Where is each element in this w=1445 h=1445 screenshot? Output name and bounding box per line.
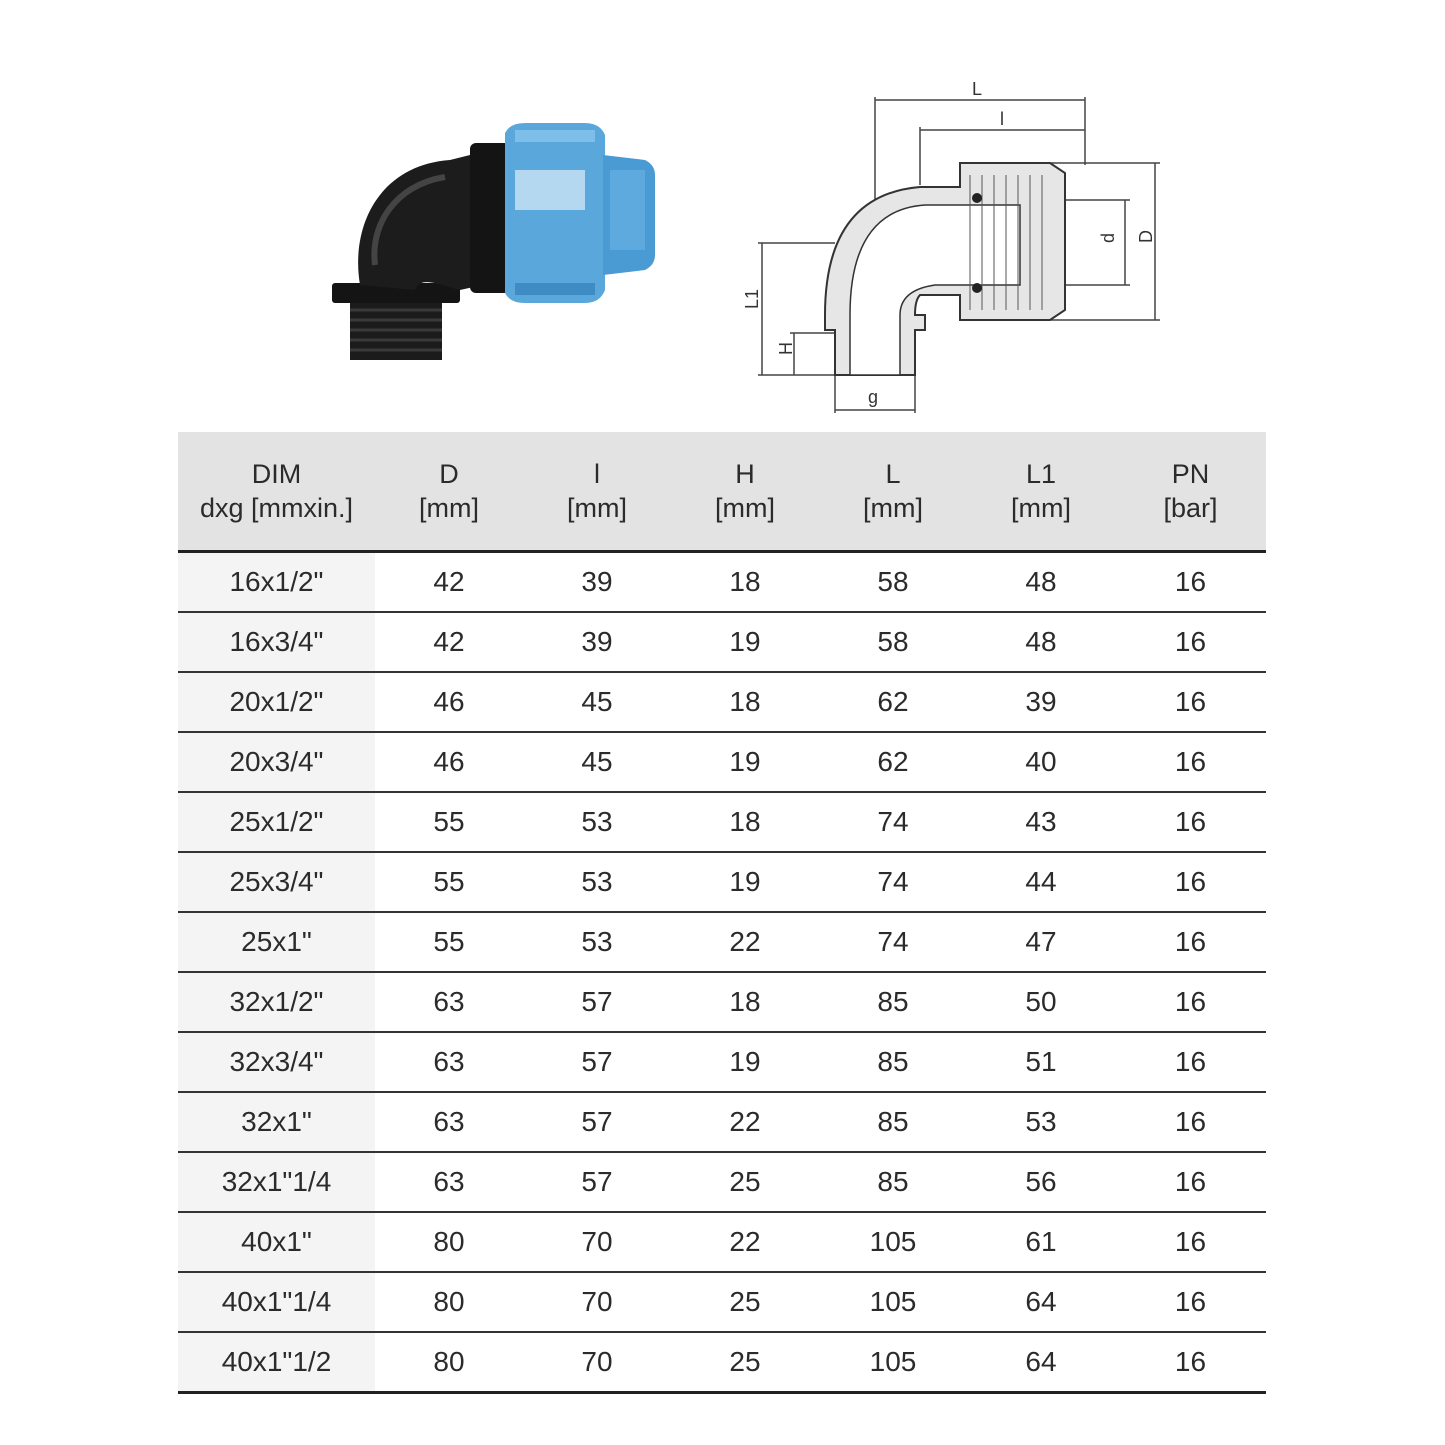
value-cell: 45 — [523, 732, 671, 792]
dim-cell: 32x1/2" — [178, 972, 375, 1032]
value-cell: 85 — [819, 1032, 967, 1092]
dim-cell: 20x1/2" — [178, 672, 375, 732]
table-header-row — [178, 432, 1266, 552]
value-cell: 16 — [1115, 1152, 1266, 1212]
value-cell: 70 — [523, 1212, 671, 1272]
value-cell: 53 — [523, 792, 671, 852]
dim-cell: 25x3/4" — [178, 852, 375, 912]
value-cell: 16 — [1115, 972, 1266, 1032]
column-header: L1 [mm] — [967, 432, 1115, 552]
value-cell: 18 — [671, 972, 819, 1032]
dim-cell: 40x1" — [178, 1212, 375, 1272]
value-cell: 48 — [967, 612, 1115, 672]
column-header: L [mm] — [819, 432, 967, 552]
column-header: l [mm] — [523, 432, 671, 552]
value-cell: 58 — [819, 552, 967, 613]
column-header: D [mm] — [375, 432, 523, 552]
value-cell: 16 — [1115, 672, 1266, 732]
value-cell: 62 — [819, 732, 967, 792]
value-cell: 39 — [967, 672, 1115, 732]
label-g: g — [868, 387, 879, 407]
table-row — [178, 792, 1266, 852]
value-cell: 43 — [967, 792, 1115, 852]
value-cell: 80 — [375, 1332, 523, 1393]
value-cell: 19 — [671, 852, 819, 912]
spec-table — [178, 432, 1266, 1394]
value-cell: 80 — [375, 1272, 523, 1332]
value-cell: 16 — [1115, 1332, 1266, 1393]
value-cell: 47 — [967, 912, 1115, 972]
value-cell: 16 — [1115, 612, 1266, 672]
value-cell: 25 — [671, 1272, 819, 1332]
value-cell: 62 — [819, 672, 967, 732]
value-cell: 42 — [375, 552, 523, 613]
value-cell: 16 — [1115, 1092, 1266, 1152]
product-photo — [320, 115, 670, 370]
value-cell: 80 — [375, 1212, 523, 1272]
value-cell: 44 — [967, 852, 1115, 912]
value-cell: 63 — [375, 972, 523, 1032]
label-H: H — [776, 342, 796, 355]
value-cell: 57 — [523, 1032, 671, 1092]
value-cell: 46 — [375, 732, 523, 792]
technical-drawing — [720, 75, 1180, 425]
table-row — [178, 1092, 1266, 1152]
table-row — [178, 672, 1266, 732]
dim-cell: 40x1"1/2 — [178, 1332, 375, 1393]
value-cell: 53 — [523, 852, 671, 912]
value-cell: 85 — [819, 1092, 967, 1152]
table-row — [178, 972, 1266, 1032]
value-cell: 16 — [1115, 1032, 1266, 1092]
value-cell: 53 — [967, 1092, 1115, 1152]
table-row — [178, 1332, 1266, 1393]
value-cell: 55 — [375, 912, 523, 972]
value-cell: 25 — [671, 1152, 819, 1212]
value-cell: 25 — [671, 1332, 819, 1393]
dim-cell: 25x1/2" — [178, 792, 375, 852]
value-cell: 22 — [671, 912, 819, 972]
value-cell: 19 — [671, 1032, 819, 1092]
value-cell: 39 — [523, 612, 671, 672]
value-cell: 51 — [967, 1032, 1115, 1092]
value-cell: 57 — [523, 1092, 671, 1152]
table-row — [178, 912, 1266, 972]
dim-cell: 40x1"1/4 — [178, 1272, 375, 1332]
value-cell: 55 — [375, 792, 523, 852]
table-row — [178, 1032, 1266, 1092]
table-row — [178, 1212, 1266, 1272]
value-cell: 22 — [671, 1212, 819, 1272]
value-cell: 18 — [671, 792, 819, 852]
label-d: d — [1098, 232, 1118, 243]
value-cell: 70 — [523, 1272, 671, 1332]
value-cell: 42 — [375, 612, 523, 672]
value-cell: 63 — [375, 1092, 523, 1152]
value-cell: 64 — [967, 1272, 1115, 1332]
table-body — [178, 552, 1266, 1393]
value-cell: 53 — [523, 912, 671, 972]
value-cell: 74 — [819, 852, 967, 912]
value-cell: 74 — [819, 792, 967, 852]
value-cell: 18 — [671, 672, 819, 732]
value-cell: 85 — [819, 1152, 967, 1212]
value-cell: 57 — [523, 972, 671, 1032]
value-cell: 48 — [967, 552, 1115, 613]
table-row — [178, 1152, 1266, 1212]
value-cell: 64 — [967, 1332, 1115, 1393]
dim-cell: 20x3/4" — [178, 732, 375, 792]
dim-cell: 25x1" — [178, 912, 375, 972]
value-cell: 63 — [375, 1152, 523, 1212]
dim-cell: 16x1/2" — [178, 552, 375, 613]
value-cell: 50 — [967, 972, 1115, 1032]
label-l: l — [1000, 109, 1004, 129]
value-cell: 70 — [523, 1332, 671, 1393]
value-cell: 16 — [1115, 1212, 1266, 1272]
table-row — [178, 612, 1266, 672]
value-cell: 22 — [671, 1092, 819, 1152]
value-cell: 55 — [375, 852, 523, 912]
value-cell: 105 — [819, 1332, 967, 1393]
value-cell: 45 — [523, 672, 671, 732]
value-cell: 16 — [1115, 912, 1266, 972]
column-header: DIM dxg [mmxin.] — [178, 432, 375, 552]
dim-cell: 32x3/4" — [178, 1032, 375, 1092]
label-D: D — [1136, 230, 1156, 243]
value-cell: 85 — [819, 972, 967, 1032]
value-cell: 39 — [523, 552, 671, 613]
label-L1: L1 — [742, 288, 762, 309]
table-row — [178, 732, 1266, 792]
table-row — [178, 852, 1266, 912]
value-cell: 40 — [967, 732, 1115, 792]
value-cell: 46 — [375, 672, 523, 732]
table-row — [178, 1272, 1266, 1332]
value-cell: 58 — [819, 612, 967, 672]
value-cell: 16 — [1115, 1272, 1266, 1332]
table-row — [178, 552, 1266, 613]
value-cell: 18 — [671, 552, 819, 613]
value-cell: 16 — [1115, 552, 1266, 613]
dim-cell: 32x1" — [178, 1092, 375, 1152]
value-cell: 105 — [819, 1212, 967, 1272]
value-cell: 57 — [523, 1152, 671, 1212]
value-cell: 16 — [1115, 852, 1266, 912]
dim-cell: 32x1"1/4 — [178, 1152, 375, 1212]
value-cell: 16 — [1115, 732, 1266, 792]
value-cell: 105 — [819, 1272, 967, 1332]
value-cell: 56 — [967, 1152, 1115, 1212]
value-cell: 19 — [671, 732, 819, 792]
value-cell: 19 — [671, 612, 819, 672]
value-cell: 63 — [375, 1032, 523, 1092]
value-cell: 74 — [819, 912, 967, 972]
value-cell: 61 — [967, 1212, 1115, 1272]
label-L: L — [972, 79, 983, 99]
dim-cell: 16x3/4" — [178, 612, 375, 672]
value-cell: 16 — [1115, 792, 1266, 852]
column-header: PN [bar] — [1115, 432, 1266, 552]
column-header: H [mm] — [671, 432, 819, 552]
